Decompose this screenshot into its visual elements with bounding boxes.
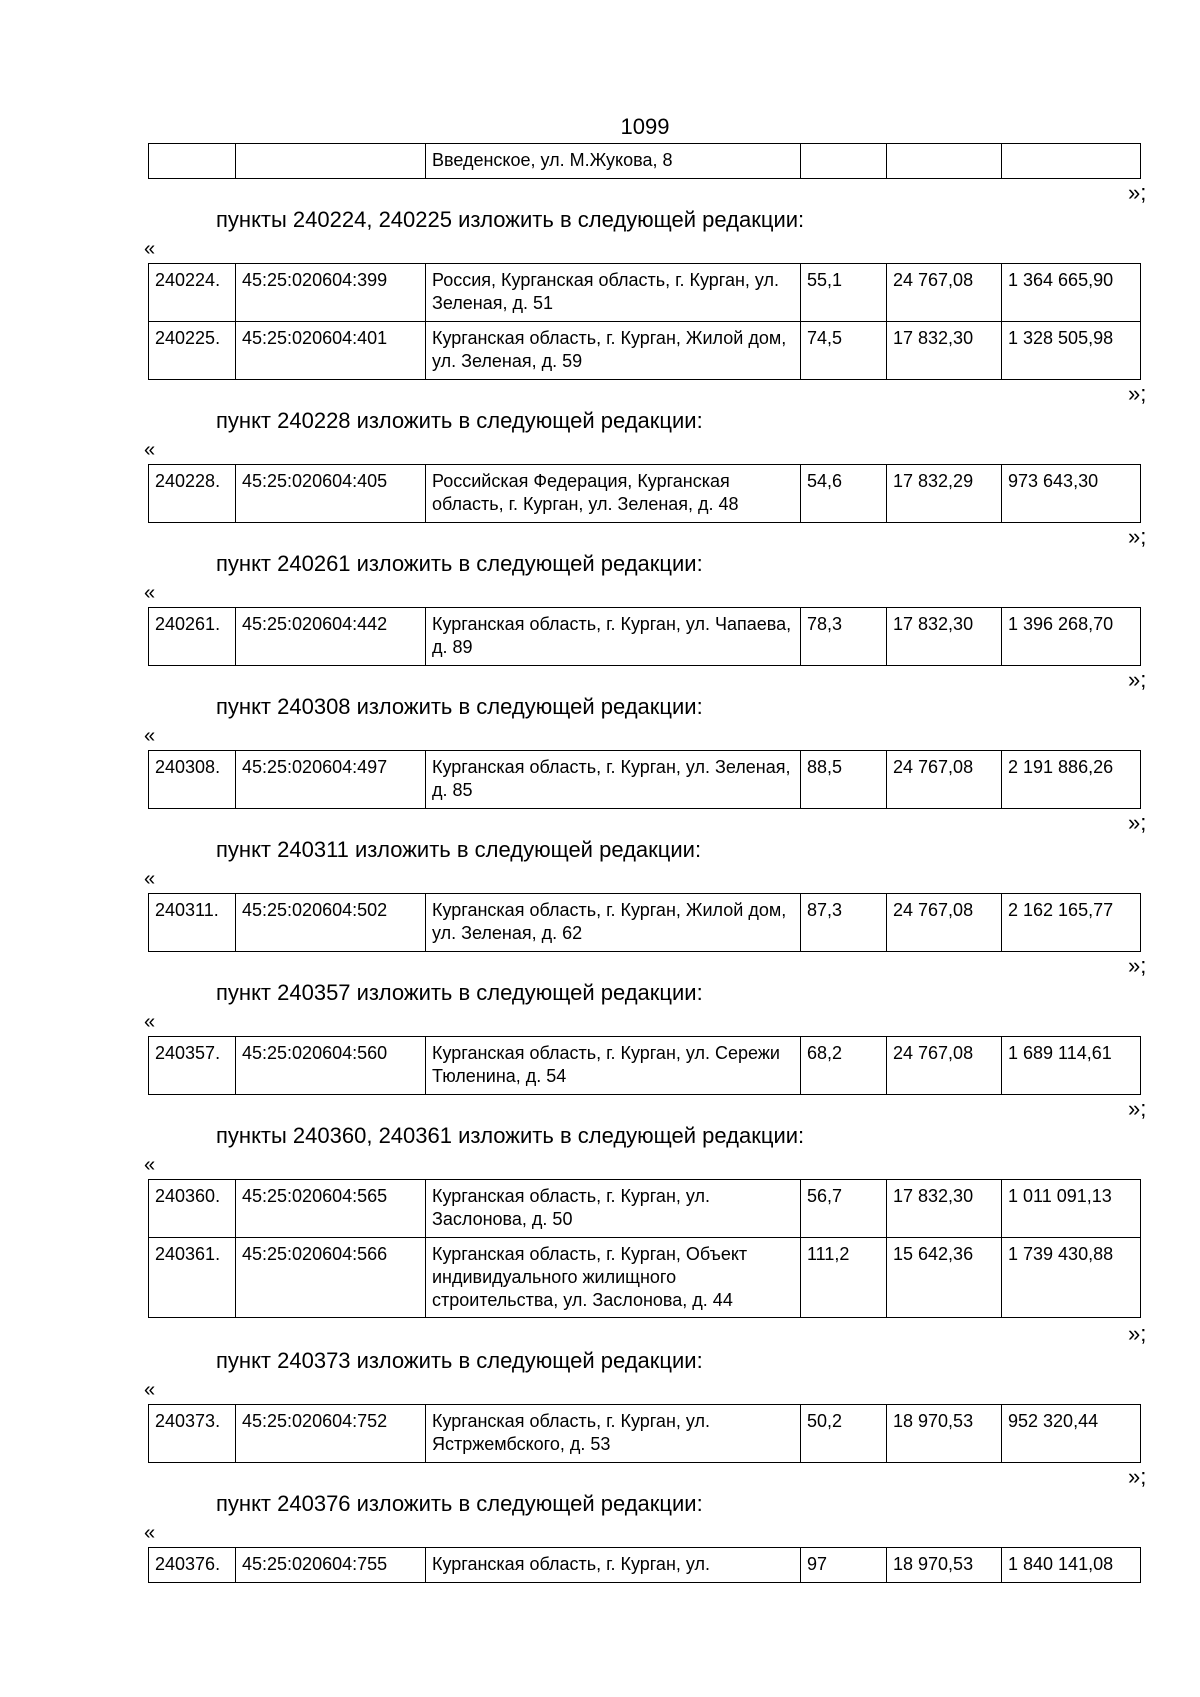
cell-number: 240228. xyxy=(149,465,236,523)
registry-table xyxy=(148,750,1141,809)
cell-cadastral-value: 1 396 268,70 xyxy=(1002,608,1141,666)
cell-specific-value: 24 767,08 xyxy=(887,751,1002,809)
cell-address: Курганская область, г. Курган, Жилой дом, ул. Зеленая, д. 62 xyxy=(426,894,801,952)
cell-number: 240261. xyxy=(149,608,236,666)
cell-number: 240357. xyxy=(149,1037,236,1095)
cell-address: Курганская область, г. Курган, ул. xyxy=(426,1548,801,1583)
cell-area: 50,2 xyxy=(801,1405,887,1463)
opening-quote-mark: « xyxy=(144,1154,156,1176)
cell-cadastral-number: 45:25:020604:755 xyxy=(236,1548,426,1583)
cell-address: Курганская область, г. Курган, ул. Ястржембского, д. 53 xyxy=(426,1405,801,1463)
cell-specific-value: 17 832,30 xyxy=(887,1180,1002,1238)
registry-table xyxy=(148,464,1141,523)
closing-quote-mark: »; xyxy=(1128,810,1147,835)
section-heading: пункт 240228 изложить в следующей редакции: xyxy=(216,408,703,433)
cell-address: Курганская область, г. Курган, ул. Сережи Тюленина, д. 54 xyxy=(426,1037,801,1095)
opening-quote-mark: « xyxy=(144,238,156,260)
cell-address: Курганская область, г. Курган, Жилой дом, ул. Зеленая, д. 59 xyxy=(426,322,801,380)
closing-quote-mark: »; xyxy=(1128,180,1147,205)
section-heading: пункт 240373 изложить в следующей редакции: xyxy=(216,1348,703,1373)
cell-cadastral-value xyxy=(1002,144,1141,179)
cell-area: 74,5 xyxy=(801,322,887,380)
cell-cadastral-value: 1 328 505,98 xyxy=(1002,322,1141,380)
table-row xyxy=(149,894,1141,952)
cell-specific-value: 18 970,53 xyxy=(887,1548,1002,1583)
cell-area xyxy=(801,144,887,179)
cell-cadastral-number: 45:25:020604:399 xyxy=(236,264,426,322)
cell-specific-value: 17 832,30 xyxy=(887,608,1002,666)
cell-cadastral-value: 1 739 430,88 xyxy=(1002,1238,1141,1318)
cell-number: 240224. xyxy=(149,264,236,322)
opening-quote-mark: « xyxy=(144,725,156,747)
opening-quote-mark: « xyxy=(144,1522,156,1544)
cell-cadastral-number: 45:25:020604:401 xyxy=(236,322,426,380)
cell-number xyxy=(149,144,236,179)
cell-cadastral-value: 1 689 114,61 xyxy=(1002,1037,1141,1095)
cell-number: 240311. xyxy=(149,894,236,952)
opening-quote-mark: « xyxy=(144,439,156,461)
cell-area: 88,5 xyxy=(801,751,887,809)
cell-area: 87,3 xyxy=(801,894,887,952)
cell-specific-value: 24 767,08 xyxy=(887,1037,1002,1095)
opening-quote-mark: « xyxy=(144,868,156,890)
registry-table xyxy=(148,1547,1141,1583)
cell-cadastral-number: 45:25:020604:752 xyxy=(236,1405,426,1463)
cell-address: Введенское, ул. М.Жукова, 8 xyxy=(426,144,801,179)
table-row xyxy=(149,1548,1141,1583)
cell-cadastral-value: 2 191 886,26 xyxy=(1002,751,1141,809)
opening-quote-mark: « xyxy=(144,582,156,604)
cell-number: 240373. xyxy=(149,1405,236,1463)
cell-cadastral-value: 2 162 165,77 xyxy=(1002,894,1141,952)
top-table xyxy=(148,143,1141,179)
cell-specific-value: 17 832,30 xyxy=(887,322,1002,380)
table-row xyxy=(149,608,1141,666)
closing-quote-mark: »; xyxy=(1128,524,1147,549)
cell-cadastral-value: 1 011 091,13 xyxy=(1002,1180,1141,1238)
closing-quote-mark: »; xyxy=(1128,1464,1147,1489)
cell-specific-value: 15 642,36 xyxy=(887,1238,1002,1318)
closing-quote-mark: »; xyxy=(1128,1096,1147,1121)
cell-area: 111,2 xyxy=(801,1238,887,1318)
table-row xyxy=(149,144,1141,179)
table-row xyxy=(149,264,1141,322)
registry-table xyxy=(148,1179,1141,1318)
registry-table xyxy=(148,263,1141,380)
cell-number: 240308. xyxy=(149,751,236,809)
closing-quote-mark: »; xyxy=(1128,953,1147,978)
cell-cadastral-value: 1 364 665,90 xyxy=(1002,264,1141,322)
cell-cadastral-number: 45:25:020604:560 xyxy=(236,1037,426,1095)
cell-cadastral-value: 952 320,44 xyxy=(1002,1405,1141,1463)
table-row xyxy=(149,1238,1141,1318)
registry-table xyxy=(148,607,1141,666)
section-heading: пункты 240360, 240361 изложить в следующей редакции: xyxy=(216,1123,805,1148)
cell-address: Россия, Курганская область, г. Курган, ул. Зеленая, д. 51 xyxy=(426,264,801,322)
section-heading: пункт 240261 изложить в следующей редакции: xyxy=(216,551,703,576)
cell-area: 68,2 xyxy=(801,1037,887,1095)
cell-cadastral-number: 45:25:020604:565 xyxy=(236,1180,426,1238)
cell-specific-value xyxy=(887,144,1002,179)
table-row xyxy=(149,1405,1141,1463)
cell-cadastral-number: 45:25:020604:442 xyxy=(236,608,426,666)
cell-number: 240225. xyxy=(149,322,236,380)
table-row xyxy=(149,465,1141,523)
cell-specific-value: 18 970,53 xyxy=(887,1405,1002,1463)
closing-quote-mark: »; xyxy=(1128,1321,1147,1346)
cell-address: Российская Федерация, Курганская область, г. Курган, ул. Зеленая, д. 48 xyxy=(426,465,801,523)
section-heading: пункт 240376 изложить в следующей редакции: xyxy=(216,1491,703,1516)
cell-cadastral-number: 45:25:020604:497 xyxy=(236,751,426,809)
page-number: 1099 xyxy=(620,114,670,139)
opening-quote-mark: « xyxy=(144,1379,156,1401)
section-heading: пункты 240224, 240225 изложить в следующей редакции: xyxy=(216,207,805,232)
cell-cadastral-number: 45:25:020604:502 xyxy=(236,894,426,952)
cell-area: 97 xyxy=(801,1548,887,1583)
cell-number: 240361. xyxy=(149,1238,236,1318)
cell-specific-value: 24 767,08 xyxy=(887,264,1002,322)
section-heading: пункт 240357 изложить в следующей редакции: xyxy=(216,980,703,1005)
cell-address: Курганская область, г. Курган, Объект индивидуального жилищного строительства, ул. Заслонова, д. 44 xyxy=(426,1238,801,1318)
closing-quote-mark: »; xyxy=(1128,381,1147,406)
table-row xyxy=(149,1037,1141,1095)
cell-specific-value: 17 832,29 xyxy=(887,465,1002,523)
cell-number: 240376. xyxy=(149,1548,236,1583)
registry-table xyxy=(148,893,1141,952)
table-row xyxy=(149,322,1141,380)
section-heading: пункт 240308 изложить в следующей редакции: xyxy=(216,694,703,719)
registry-table xyxy=(148,1036,1141,1095)
cell-cadastral-value: 973 643,30 xyxy=(1002,465,1141,523)
cell-cadastral-number: 45:25:020604:405 xyxy=(236,465,426,523)
cell-address: Курганская область, г. Курган, ул. Зеленая, д. 85 xyxy=(426,751,801,809)
cell-area: 54,6 xyxy=(801,465,887,523)
registry-table xyxy=(148,1404,1141,1463)
cell-area: 78,3 xyxy=(801,608,887,666)
table-row xyxy=(149,751,1141,809)
section-heading: пункт 240311 изложить в следующей редакции: xyxy=(216,837,702,862)
table-row xyxy=(149,1180,1141,1238)
cell-address: Курганская область, г. Курган, ул. Заслонова, д. 50 xyxy=(426,1180,801,1238)
cell-cadastral-number xyxy=(236,144,426,179)
cell-cadastral-number: 45:25:020604:566 xyxy=(236,1238,426,1318)
cell-area: 55,1 xyxy=(801,264,887,322)
cell-address: Курганская область, г. Курган, ул. Чапаева, д. 89 xyxy=(426,608,801,666)
closing-quote-mark: »; xyxy=(1128,667,1147,692)
cell-specific-value: 24 767,08 xyxy=(887,894,1002,952)
cell-cadastral-value: 1 840 141,08 xyxy=(1002,1548,1141,1583)
opening-quote-mark: « xyxy=(144,1011,156,1033)
cell-area: 56,7 xyxy=(801,1180,887,1238)
cell-number: 240360. xyxy=(149,1180,236,1238)
